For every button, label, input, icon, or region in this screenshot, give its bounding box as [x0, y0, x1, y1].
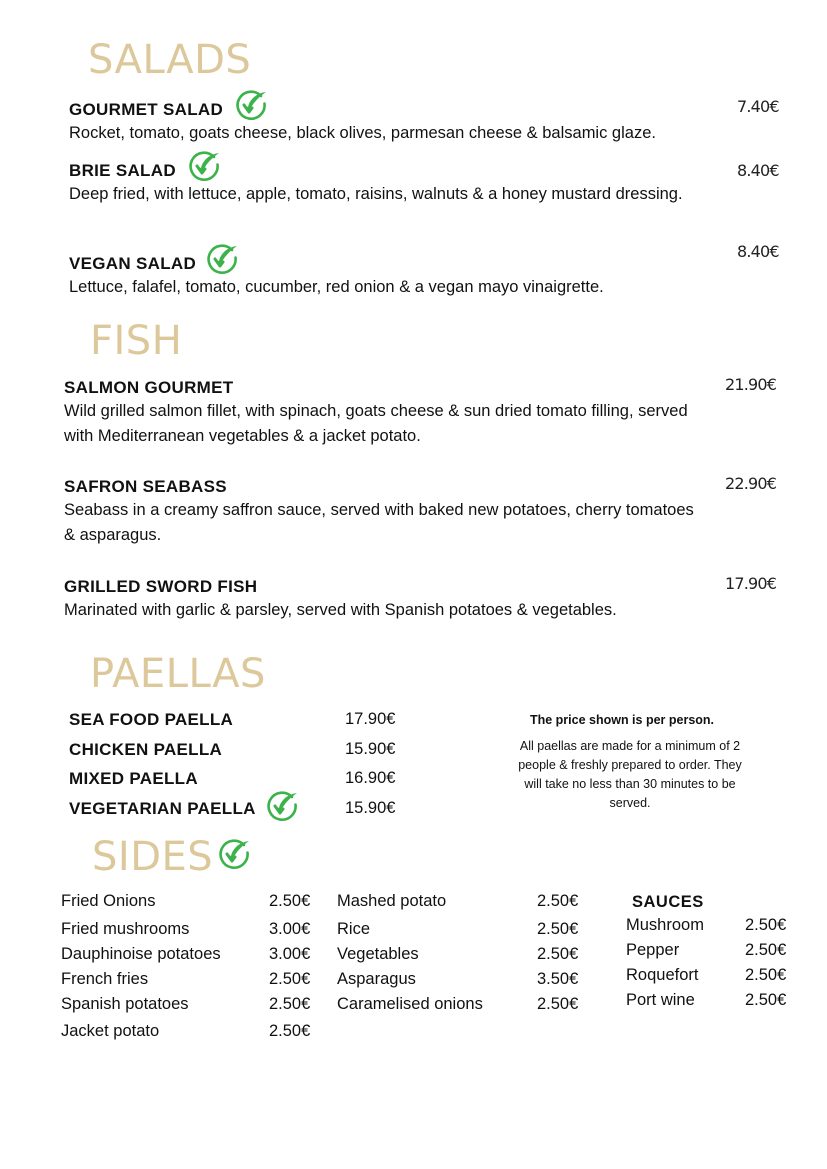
side-item-name: Rice	[337, 920, 371, 938]
gourmet-salad-price: 7.40€	[737, 97, 779, 116]
sauce-item-name: Roquefort	[626, 966, 699, 984]
grilled-sword-fish-desc: Marinated with garlic & parsley, served with Spanish potatoes & vegetables.	[64, 601, 617, 619]
brie-salad-price: 8.40€	[737, 161, 779, 180]
side-item-name: Caramelised onions	[337, 995, 483, 1013]
side-item-name: Dauphinoise potatoes	[61, 945, 221, 963]
side-item-price: 2.50€	[269, 1022, 311, 1040]
safron-seabass-price: 22.90€	[725, 474, 777, 493]
side-item-price: 3.50€	[537, 970, 579, 988]
sea-food-paella-price: 17.90€	[345, 710, 396, 728]
mixed-paella-price: 16.90€	[345, 769, 396, 787]
vegan-salad-desc: Lettuce, falafel, tomato, cucumber, red onion & a vegan mayo vinaigrette.	[69, 278, 604, 296]
side-item-price: 2.50€	[537, 995, 579, 1013]
sauce-item-price: 2.50€	[745, 991, 787, 1009]
vegetarian-paella-name: VEGETARIAN PAELLA	[69, 799, 256, 818]
fish-heading: FISH	[90, 318, 183, 364]
sauce-item-name: Mushroom	[626, 916, 704, 934]
leaf-check-icon	[205, 243, 239, 275]
gourmet-salad-name: GOURMET SALAD	[69, 100, 268, 121]
leaf-check-icon	[234, 89, 268, 121]
vegetarian-paella-price: 15.90€	[345, 799, 396, 817]
leaf-check-icon	[265, 790, 299, 822]
side-item-name: Vegetables	[337, 945, 419, 963]
side-item-name: Fried mushrooms	[61, 920, 190, 938]
side-item-price: 2.50€	[269, 970, 311, 988]
grilled-sword-fish-price: 17.90€	[725, 574, 777, 593]
side-item-name: Mashed potato	[337, 892, 447, 910]
side-item-name: Jacket potato	[61, 1022, 160, 1040]
sauce-item-price: 2.50€	[745, 916, 787, 934]
safron-seabass-name: SAFRON SEABASS	[64, 477, 227, 496]
leaf-check-icon	[217, 838, 251, 870]
sides-heading: SIDES	[92, 834, 214, 880]
side-item-name: Spanish potatoes	[61, 995, 189, 1013]
safron-seabass-desc: Seabass in a creamy saffron sauce, served with baked new potatoes, cherry tomatoes & asparagus.	[64, 501, 694, 544]
side-item-name: Asparagus	[337, 970, 416, 988]
salmon-gourmet-name: SALMON GOURMET	[64, 378, 234, 397]
sauce-item-name: Port wine	[626, 991, 695, 1009]
side-item-price: 2.50€	[269, 995, 311, 1013]
brie-salad-name: BRIE SALAD	[69, 161, 221, 182]
side-item-price: 2.50€	[537, 892, 579, 910]
side-item-name: French fries	[61, 970, 149, 988]
leaf-check-icon	[187, 150, 221, 182]
side-item-price: 3.00€	[269, 920, 311, 938]
grilled-sword-fish-name: GRILLED SWORD FISH	[64, 577, 258, 596]
side-item-price: 3.00€	[269, 945, 311, 963]
side-item-price: 2.50€	[537, 945, 579, 963]
gourmet-salad-desc: Rocket, tomato, goats cheese, black olives, parmesan cheese & balsamic glaze.	[69, 124, 656, 142]
side-item-price: 2.50€	[537, 920, 579, 938]
side-item-name: Fried Onions	[61, 892, 156, 910]
salads-heading: SALADS	[88, 37, 252, 83]
salmon-gourmet-price: 21.90€	[725, 375, 777, 394]
chicken-paella-price: 15.90€	[345, 740, 396, 758]
sauces-title: SAUCES	[632, 893, 704, 911]
paella-note-title: The price shown is per person.	[529, 713, 715, 727]
sauce-item-price: 2.50€	[745, 941, 787, 959]
paellas-heading: PAELLAS	[90, 651, 266, 697]
salmon-gourmet-desc: Wild grilled salmon fillet, with spinach, goats cheese & sun dried tomato filling, served with Mediterranean vegetables & a jacket potato.	[64, 402, 688, 445]
mixed-paella-name: MIXED PAELLA	[69, 769, 198, 788]
sea-food-paella-name: SEA FOOD PAELLA	[69, 710, 234, 729]
paella-note-body: All paellas are made for a minimum of 2 people & freshly prepared to order. They will take no less than 30 minutes to be served.	[518, 739, 742, 810]
vegan-salad-price: 8.40€	[737, 242, 779, 261]
sauce-item-price: 2.50€	[745, 966, 787, 984]
brie-salad-desc: Deep fried, with lettuce, apple, tomato, raisins, walnuts & a honey mustard dressing.	[69, 185, 683, 203]
chicken-paella-name: CHICKEN PAELLA	[69, 740, 223, 759]
sauce-item-name: Pepper	[626, 941, 680, 959]
side-item-price: 2.50€	[269, 892, 311, 910]
vegan-salad-name: VEGAN SALAD	[69, 254, 239, 275]
